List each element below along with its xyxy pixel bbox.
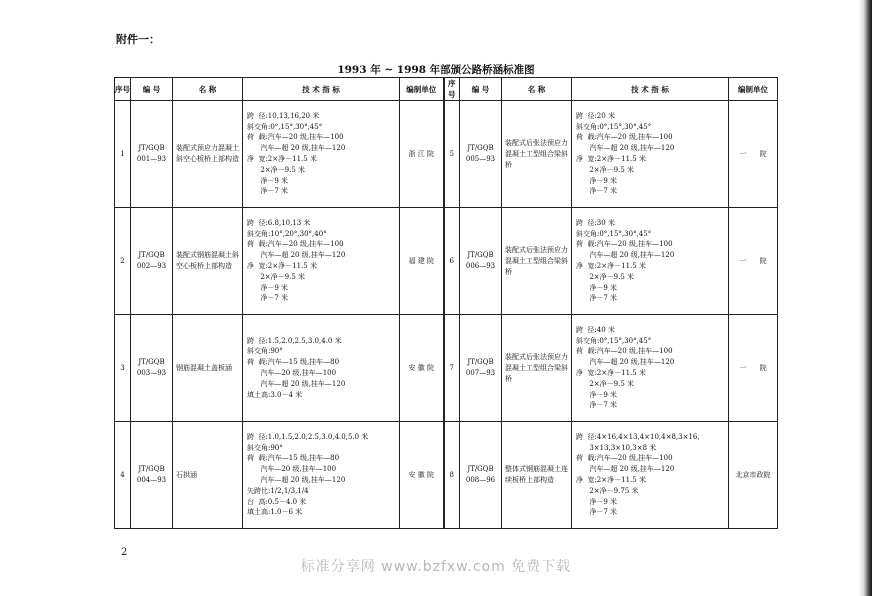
header-name: 名 称 xyxy=(173,78,243,101)
standard-code: JT/GQB 004—93 xyxy=(131,422,173,529)
watermark: 标准分享网 www.bzfxw.com 免费下载 xyxy=(300,559,572,575)
standard-name: 装配式预应力混凝土斜空心板桥上部构造 xyxy=(173,101,243,208)
standards-table xyxy=(114,77,778,529)
standard-name: 石拱涵 xyxy=(173,422,243,529)
technical-spec: 跨 径:30 米 斜交角:0°,15°,30°,45° 荷 载:汽车—20 级,挂车—100 汽车—超 20 级,挂车—120 净 宽:2×净－11.5 米 2×净－9.5 米 净－9 米 净－7 米 xyxy=(572,208,729,315)
table-row xyxy=(115,101,778,208)
table-row xyxy=(115,315,778,422)
compiling-unit: 浙 江 院 xyxy=(400,101,444,208)
standard-code: JT/GQB 003—93 xyxy=(131,315,173,422)
standard-code: JT/GQB 006—93 xyxy=(460,208,502,315)
standard-name: 装配式后张法预应力混凝土工型组合梁斜桥 xyxy=(502,101,572,208)
row-number: 3 xyxy=(115,315,131,422)
compiling-unit: 一 院 xyxy=(729,101,778,208)
header-code: 编 号 xyxy=(460,78,502,101)
header-code: 编 号 xyxy=(131,78,173,101)
technical-spec: 跨 径:10,13,16,20 米 斜交角:0°,15°,30°,45° 荷 载:汽车—20 级,挂车—100 汽车—超 20 级,挂车—120 净 宽:2×净－11.5 米 2×净－9.5 米 净－9 米 净－7 米 xyxy=(243,101,400,208)
compiling-unit: 一 院 xyxy=(729,315,778,422)
standard-name: 装配式后张法预应力混凝土工型组合梁斜桥 xyxy=(502,315,572,422)
technical-spec: 跨 径:1.0,1.5,2.0,2.5,3.0,4.0,5.0 米 斜交角:90° 荷 载:汽车—15 级,挂车—80 汽车—20 级,挂车—100 汽车—超 20 级,挂车—120 矢跨比:1/2,1/3,1/4 台 高:0.5－4.0 米 填土高:1.0－6 米 xyxy=(243,422,400,529)
row-number: 1 xyxy=(115,101,131,208)
header-unit: 编制单位 xyxy=(729,78,778,101)
compiling-unit: 安 徽 院 xyxy=(400,315,444,422)
standard-name: 整体式钢筋混凝土连续板桥上部构造 xyxy=(502,422,572,529)
standard-name: 钢筋混凝土盖板涵 xyxy=(173,315,243,422)
doc-header: 附件一： xyxy=(116,33,160,46)
header-no: 序号 xyxy=(115,78,131,101)
standard-code: JT/GQB 005—93 xyxy=(460,101,502,208)
scan-edge-shadow xyxy=(858,0,872,596)
table-row xyxy=(115,422,778,529)
standard-name: 装配式钢筋混凝土斜空心板桥上部构造 xyxy=(173,208,243,315)
technical-spec: 跨 径:4×16,4×13,4×10,4×8,3×16, 3×13,3×10,3×8 米 荷 载:汽车—20 级,挂车—100 汽车—超 20 级,挂车—120 净 宽:2×净－11.5 米 2×净－9.75 米 净－9 米 净－7 米 xyxy=(572,422,729,529)
table-row xyxy=(115,208,778,315)
row-number: 5 xyxy=(444,101,460,208)
row-number: 2 xyxy=(115,208,131,315)
header-name: 名 称 xyxy=(502,78,572,101)
compiling-unit: 安 徽 院 xyxy=(400,422,444,529)
row-number: 7 xyxy=(444,315,460,422)
standard-name: 装配式后张法预应力混凝土工型组合梁斜桥 xyxy=(502,208,572,315)
standard-code: JT/GQB 001—93 xyxy=(131,101,173,208)
header-no: 序号 xyxy=(444,78,460,101)
technical-spec: 跨 径:6.8,10,13 米 斜交角:10°,20°,30°,40° 荷 载:汽车—20 级,挂车—100 汽车—超 20 级,挂车—120 净 宽:2×净－11.5 米 2×净－9.5 米 净－9 米 净－7 米 xyxy=(243,208,400,315)
compiling-unit: 福 建 院 xyxy=(400,208,444,315)
table-title: 1993 年 ~ 1998 年部颁公路桥涵标准图 xyxy=(337,64,535,76)
compiling-unit: 一 院 xyxy=(729,208,778,315)
row-number: 4 xyxy=(115,422,131,529)
row-number: 6 xyxy=(444,208,460,315)
header-spec: 技 术 指 标 xyxy=(243,78,400,101)
standard-code: JT/GQB 002—93 xyxy=(131,208,173,315)
table-header-row xyxy=(115,78,778,101)
header-unit: 编制单位 xyxy=(400,78,444,101)
header-spec: 技 术 指 标 xyxy=(572,78,729,101)
technical-spec: 跨 径:40 米 斜交角:0°,15°,30°,45° 荷 载:汽车—20 级,挂车—100 汽车—超 20 级,挂车—120 净 宽:2×净－11.5 米 2×净－9.5 米 净－9 米 净－7 米 xyxy=(572,315,729,422)
technical-spec: 跨 径:1.5,2.0,2.5,3.0,4.0 米 斜交角:90° 荷 载:汽车—15 级,挂车—80 汽车—20 级,挂车—100 汽车—超 20 级,挂车—120 填土高:3.0－4 米 xyxy=(243,315,400,422)
page-number: 2 xyxy=(121,547,128,558)
compiling-unit: 北京市政院 xyxy=(729,422,778,529)
standard-code: JT/GQB 007—93 xyxy=(460,315,502,422)
row-number: 8 xyxy=(444,422,460,529)
standard-code: JT/GQB 008—96 xyxy=(460,422,502,529)
technical-spec: 跨 径:20 米 斜交角:0°,15°,30°,45° 荷 载:汽车—20 级,挂车—100 汽车—超 20 级,挂车—120 净 宽:2×净－11.5 米 2×净－9.5 米 净－9 米 净－7 米 xyxy=(572,101,729,208)
